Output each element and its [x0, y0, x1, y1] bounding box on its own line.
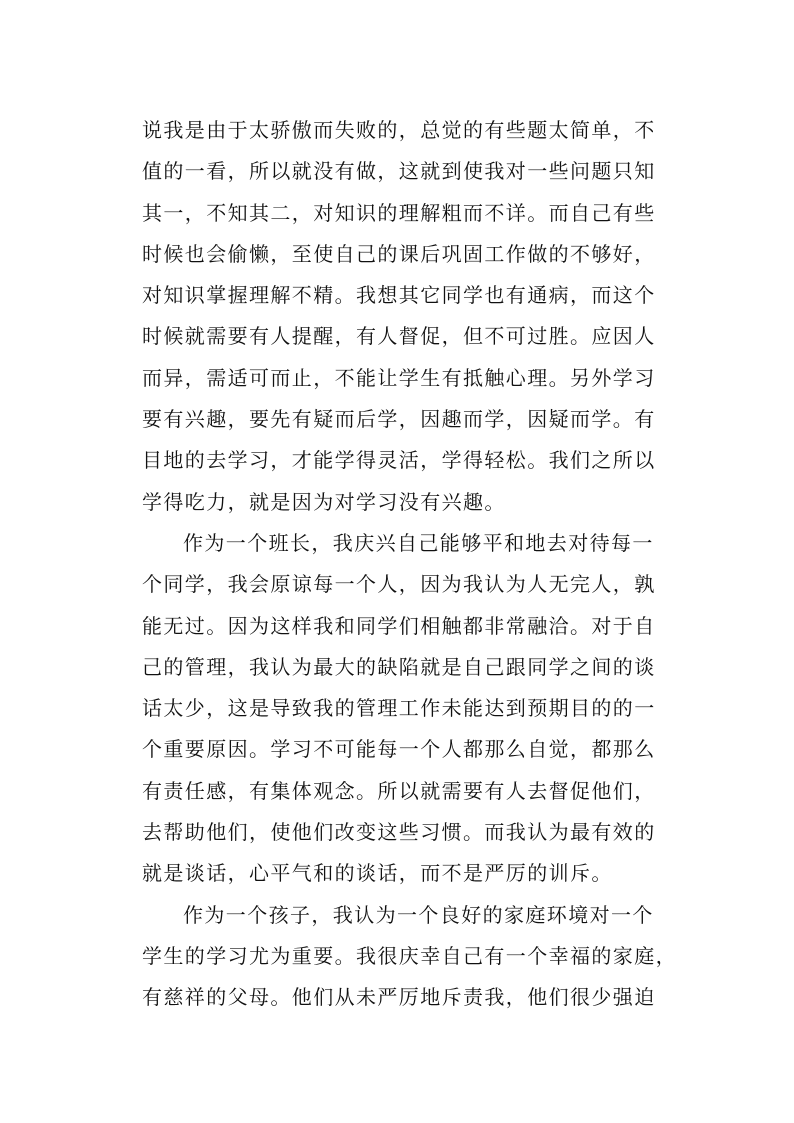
text-line: 有慈祥的父母。他们从未严厉地斥责我，他们很少强迫 [142, 985, 656, 1010]
text-line: 去帮助他们，使他们改变这些习惯。而我认为最有效的 [142, 820, 656, 845]
text-line: 值的一看，所以就没有做，这就到使我对一些问题只知 [142, 159, 656, 184]
text-line: 有责任感，有集体观念。所以就需要有人去督促他们， [142, 778, 656, 803]
text-line: 己的管理，我认为最大的缺陷就是自己跟同学之间的谈 [142, 654, 656, 679]
body-text [142, 110, 677, 1019]
text-line: 能无过。因为这样我和同学们相触都非常融洽。对于自 [142, 613, 656, 638]
text-line: 个重要原因。学习不可能每一个人都那么自觉，都那么 [142, 737, 656, 762]
text-line: 话太少，这是导致我的管理工作未能达到预期目的的一 [142, 696, 656, 721]
text-line: 而异，需适可而止，不能让学生有抵触心理。另外学习 [142, 365, 656, 390]
text-line: 学得吃力，就是因为对学习没有兴趣。 [142, 489, 506, 514]
text-line: 对知识掌握理解不精。我想其它同学也有通病，而这个 [142, 283, 656, 308]
paragraph-start-line: 作为一个班长，我庆兴自己能够平和地去对待每一 [183, 530, 654, 555]
text-line: 时候就需要有人提醒，有人督促，但不可过胜。应因人 [142, 324, 656, 349]
text-line: 说我是由于太骄傲而失败的，总觉的有些题太简单，不 [142, 118, 656, 142]
text-line: 个同学，我会原谅每一个人，因为我认为人无完人，孰 [142, 572, 656, 597]
text-line: 就是谈话，心平气和的谈话，而不是严厉的训斥。 [142, 861, 613, 886]
paragraph-start-line: 作为一个孩子，我认为一个良好的家庭环境对一个 [183, 902, 654, 927]
text-line: 其一，不知其二，对知识的理解粗而不详。而自己有些 [142, 200, 656, 225]
text-line: 时候也会偷懒，至使自己的课后巩固工作做的不够好， [142, 241, 656, 266]
text-line: 目地的去学习，才能学得灵活，学得轻松。我们之所以 [142, 448, 656, 473]
text-line: 学生的学习尤为重要。我很庆幸自己有一个幸福的家庭， [142, 943, 677, 968]
text-line: 要有兴趣，要先有疑而后学，因趣而学，因疑而学。有 [142, 407, 656, 432]
